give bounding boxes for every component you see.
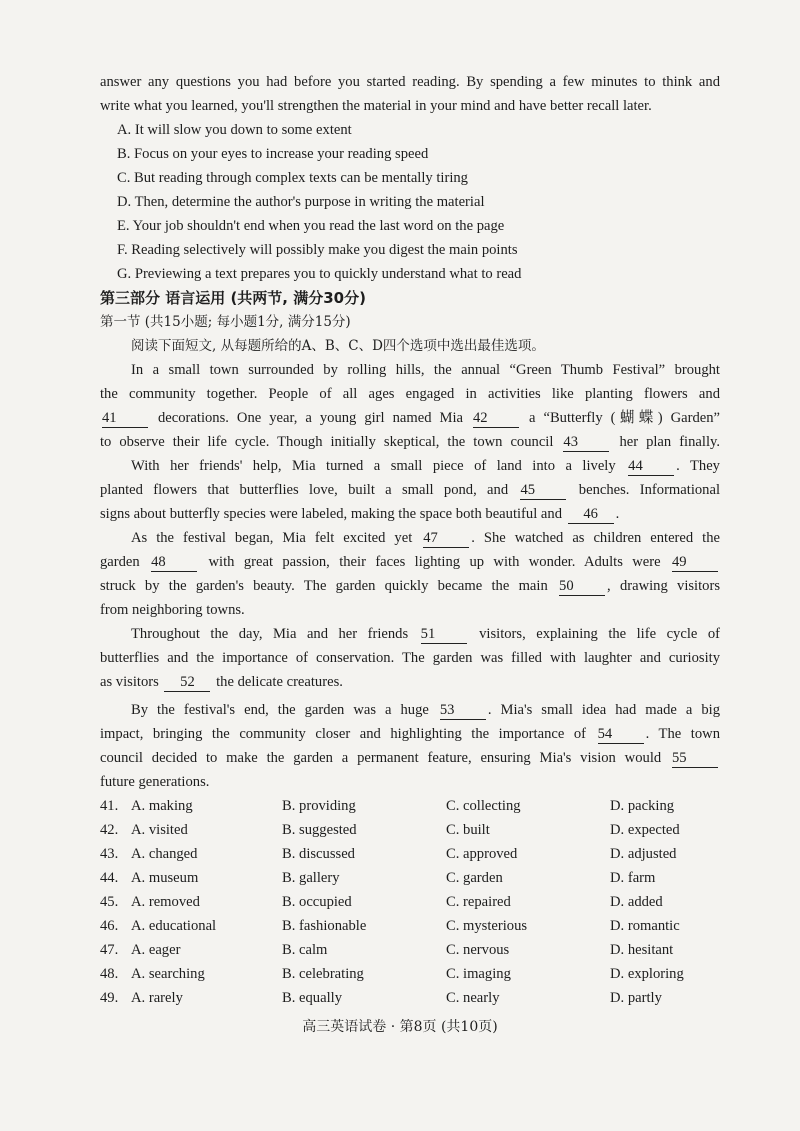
question-row <box>100 962 720 986</box>
passage-line <box>131 454 720 478</box>
passage-text: By the festival's end, the garden was a huge <box>131 702 429 718</box>
choice-d[interactable]: D. partly <box>610 990 662 1006</box>
choice-b[interactable]: B. discussed <box>282 846 355 862</box>
choice-a[interactable]: A. visited <box>131 822 188 838</box>
passage-line <box>131 622 720 646</box>
passage-line: In a small town surrounded by rolling hills, the annual “Green Thumb Festival” brought <box>131 362 720 378</box>
passage-line <box>100 430 720 454</box>
question-row <box>100 866 720 890</box>
passage-line: butterflies and the importance of conservation. The garden was filled with laughter and curiosity <box>100 650 720 666</box>
question-row <box>100 914 720 938</box>
blank-45[interactable]: 45 <box>520 481 566 500</box>
passage-text: . She watched as children entered the <box>471 530 720 546</box>
choice-c[interactable]: C. imaging <box>446 966 511 982</box>
passage-text: struck by the garden's beauty. The garden quickly became the main <box>100 578 548 594</box>
blank-44[interactable]: 44 <box>628 457 674 476</box>
question-row <box>100 842 720 866</box>
choice-a[interactable]: A. educational <box>131 918 217 934</box>
choice-d[interactable]: D. added <box>610 894 663 910</box>
question-number: 42. <box>100 822 119 838</box>
passage-line <box>100 746 720 770</box>
passage-text: decorations. One year, a young girl named Mia <box>158 410 463 426</box>
choice-d[interactable]: D. romantic <box>610 918 680 934</box>
passage-text: planted flowers that butterflies love, built a small pond, and <box>100 482 509 498</box>
passage-line <box>100 574 720 598</box>
choice-c[interactable]: C. mysterious <box>446 918 528 934</box>
question-row <box>100 938 720 962</box>
section1-heading: 第一节 (共15小题; 每小题1分, 满分15分) <box>100 314 351 330</box>
choice-a[interactable]: A. eager <box>131 942 181 958</box>
question-number: 41. <box>100 798 119 814</box>
blank-51[interactable]: 51 <box>421 625 467 644</box>
blank-50[interactable]: 50 <box>559 577 605 596</box>
passage-text: a “Butterfly (蝴蝶) Garden” <box>529 410 720 426</box>
passage-line <box>100 406 720 430</box>
option-d: D. Then, determine the author's purpose in writing the material <box>117 194 485 210</box>
blank-55[interactable]: 55 <box>672 749 718 768</box>
passage-text: benches. Informational <box>578 482 720 498</box>
passage-line: the community together. People of all ages engaged in activities like planting flowers and <box>100 386 720 402</box>
blank-43[interactable]: 43 <box>563 433 609 452</box>
passage-text: as visitors <box>100 674 159 690</box>
passage-line <box>100 478 720 502</box>
question-number: 49. <box>100 990 119 1006</box>
choice-c[interactable]: C. built <box>446 822 490 838</box>
choice-a[interactable]: A. making <box>131 798 193 814</box>
option-e: E. Your job shouldn't end when you read the last word on the page <box>117 218 505 234</box>
question-number: 45. <box>100 894 119 910</box>
intro-line: answer any questions you had before you started reading. By spending a few minutes to think and <box>100 74 720 90</box>
passage-text: . Mia's small idea had made a big <box>487 702 720 718</box>
choice-a[interactable]: A. rarely <box>131 990 183 1006</box>
passage-text: With her friends' help, Mia turned a small piece of land into a lively <box>131 458 616 474</box>
choice-b[interactable]: B. suggested <box>282 822 357 838</box>
choice-c[interactable]: C. garden <box>446 870 503 886</box>
question-row <box>100 818 720 842</box>
blank-48[interactable]: 48 <box>151 553 197 572</box>
passage-text: . The town <box>645 726 720 742</box>
passage-line <box>100 722 720 746</box>
choice-c[interactable]: C. nearly <box>446 990 500 1006</box>
passage-line: future generations. <box>100 774 210 790</box>
passage-text: garden <box>100 554 140 570</box>
question-number: 47. <box>100 942 119 958</box>
question-number: 43. <box>100 846 119 862</box>
choice-c[interactable]: C. repaired <box>446 894 511 910</box>
passage-text: signs about butterfly species were labeled, making the space both beautiful and <box>100 506 562 522</box>
choice-d[interactable]: D. expected <box>610 822 680 838</box>
blank-42[interactable]: 42 <box>473 409 519 428</box>
passage-line <box>100 550 720 574</box>
option-b: B. Focus on your eyes to increase your reading speed <box>117 146 429 162</box>
passage-line <box>131 698 720 722</box>
question-row <box>100 794 720 818</box>
blank-47[interactable]: 47 <box>423 529 469 548</box>
blank-49[interactable]: 49 <box>672 553 718 572</box>
passage-line <box>131 526 720 550</box>
passage-text: As the festival began, Mia felt excited yet <box>131 530 413 546</box>
passage-text: visitors, explaining the life cycle of <box>479 626 720 642</box>
blank-41[interactable]: 41 <box>102 409 148 428</box>
blank-46[interactable]: 46 <box>568 505 614 524</box>
passage-text: council decided to make the garden a permanent feature, ensuring Mia's vision would <box>100 750 662 766</box>
passage-line: from neighboring towns. <box>100 602 245 618</box>
choice-b[interactable]: B. providing <box>282 798 356 814</box>
option-f: F. Reading selectively will possibly make you digest the main points <box>117 242 518 258</box>
option-g: G. Previewing a text prepares you to quickly understand what to read <box>117 266 522 282</box>
choice-a[interactable]: A. museum <box>131 870 199 886</box>
choice-b[interactable]: B. fashionable <box>282 918 367 934</box>
passage-text: . <box>615 506 620 522</box>
blank-52[interactable]: 52 <box>164 673 210 692</box>
blank-53[interactable]: 53 <box>440 701 486 720</box>
choice-c[interactable]: C. collecting <box>446 798 521 814</box>
blank-54[interactable]: 54 <box>598 725 644 744</box>
passage-line <box>100 670 720 694</box>
choice-d[interactable]: D. exploring <box>610 966 684 982</box>
choice-d[interactable]: D. packing <box>610 798 675 814</box>
passage-text: impact, bringing the community closer and highlighting the importance of <box>100 726 587 742</box>
part3-heading: 第三部分 语言运用 (共两节, 满分30分) <box>100 289 366 307</box>
choice-b[interactable]: B. occupied <box>282 894 352 910</box>
question-row <box>100 986 720 1010</box>
choice-b[interactable]: B. calm <box>282 942 328 958</box>
choice-c[interactable]: C. nervous <box>446 942 510 958</box>
choice-a[interactable]: A. searching <box>131 966 205 982</box>
choice-b[interactable]: B. equally <box>282 990 342 1006</box>
passage-text: to observe their life cycle. Though initially skeptical, the town council <box>100 434 554 450</box>
instructions: 阅读下面短文, 从每题所给的A、B、C、D四个选项中选出最佳选项。 <box>131 338 545 354</box>
passage-text: Throughout the day, Mia and her friends <box>131 626 409 642</box>
choice-d[interactable]: D. hesitant <box>610 942 674 958</box>
question-number: 44. <box>100 870 119 886</box>
choice-d[interactable]: D. adjusted <box>610 846 677 862</box>
question-number: 46. <box>100 918 119 934</box>
question-row <box>100 890 720 914</box>
option-c: C. But reading through complex texts can be mentally tiring <box>117 170 468 186</box>
passage-line <box>100 502 720 526</box>
page-footer: 高三英语试卷 · 第8页 (共10页) <box>302 1019 498 1035</box>
choice-b[interactable]: B. gallery <box>282 870 340 886</box>
passage-text: with great passion, their faces lighting up with wonder. Adults were <box>208 554 661 570</box>
option-a: A. It will slow you down to some extent <box>117 122 352 138</box>
intro-line: write what you learned, you'll strengthen the material in your mind and have better recall later. <box>100 98 652 114</box>
passage-text: the delicate creatures. <box>216 674 343 690</box>
passage-text: her plan finally. <box>619 434 720 450</box>
question-number: 48. <box>100 966 119 982</box>
choice-b[interactable]: B. celebrating <box>282 966 364 982</box>
passage-text: , drawing visitors <box>607 578 720 594</box>
passage-text: . They <box>676 458 720 474</box>
choice-a[interactable]: A. removed <box>131 894 200 910</box>
choice-d[interactable]: D. farm <box>610 870 656 886</box>
choice-c[interactable]: C. approved <box>446 846 518 862</box>
choice-a[interactable]: A. changed <box>131 846 198 862</box>
